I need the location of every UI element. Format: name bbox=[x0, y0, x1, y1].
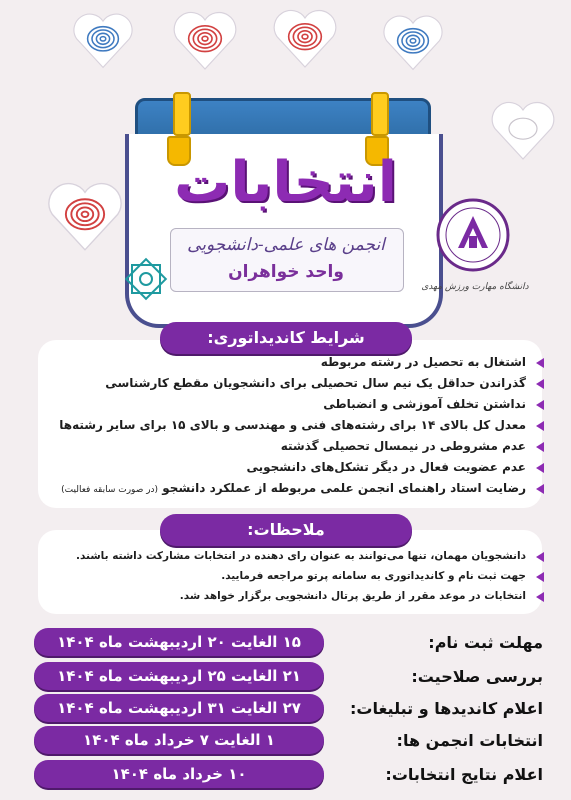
notes-list bbox=[52, 546, 544, 606]
triangle-bullet-icon bbox=[536, 572, 544, 582]
schedule-row bbox=[0, 692, 571, 726]
notes-header: ملاحظات: bbox=[160, 514, 412, 546]
poster-title: انتخابات bbox=[174, 150, 397, 215]
list-item: عدم عضویت فعال در دیگر تشکل‌های دانشجویی bbox=[52, 457, 544, 478]
schedule-row bbox=[0, 626, 571, 660]
schedule-label: انتخابات انجمن ها: bbox=[396, 731, 543, 750]
triangle-bullet-icon bbox=[536, 421, 544, 431]
unit-subtitle: واحد خواهران bbox=[228, 262, 344, 282]
fingerprint-heart-icon bbox=[170, 6, 240, 76]
schedule-label: بررسی صلاحیت: bbox=[411, 667, 543, 686]
schedule-date: ۱۵ الغایت ۲۰ اردیبهشت ماه ۱۴۰۴ bbox=[34, 628, 324, 656]
list-item: رضایت استاد راهنمای انجمن علمی مربوطه از عملکرد دانشجو (در صورت سابقه فعالیت) bbox=[52, 478, 544, 499]
list-item: عدم مشروطی در نیمسال تحصیلی گذشته bbox=[52, 436, 544, 457]
triangle-bullet-icon bbox=[536, 358, 544, 368]
schedule-date: ۲۷ الغایت ۳۱ اردیبهشت ماه ۱۴۰۴ bbox=[34, 694, 324, 722]
list-item: دانشجویان مهمان، تنها می‌توانند به عنوان رای دهنده در انتخابات مشارکت داشته باشند. bbox=[52, 546, 544, 566]
university-name: دانشگاه مهارت ورزش مهدی bbox=[421, 282, 529, 292]
list-item: گذراندن حداقل یک نیم سال تحصیلی برای دانشجویان مقطع کارشناسی bbox=[52, 373, 544, 394]
schedule-date: ۲۱ الغایت ۲۵ اردیبهشت ماه ۱۴۰۴ bbox=[34, 662, 324, 690]
triangle-bullet-icon bbox=[536, 484, 544, 494]
association-subtitle: انجمن های علمی-دانشجویی bbox=[187, 235, 385, 255]
triangle-bullet-icon bbox=[536, 463, 544, 473]
schedule-label: مهلت ثبت نام: bbox=[428, 633, 543, 652]
triangle-bullet-icon bbox=[536, 442, 544, 452]
university-logo-icon bbox=[436, 198, 510, 272]
schedule-row bbox=[0, 660, 571, 694]
conditions-list bbox=[52, 352, 544, 499]
schedule-row bbox=[0, 758, 571, 792]
triangle-bullet-icon bbox=[536, 552, 544, 562]
condition-note: (در صورت سابقه فعالیت) bbox=[61, 485, 159, 495]
triangle-bullet-icon bbox=[536, 400, 544, 410]
list-item: جهت ثبت نام و کاندیداتوری به سامانه پرتو مراجعه فرمایید. bbox=[52, 566, 544, 586]
list-item: انتخابات در موعد مقرر از طریق پرتال دانشجویی برگزار خواهد شد. bbox=[52, 586, 544, 606]
schedule-date: ۱ الغایت ۷ خرداد ماه ۱۴۰۴ bbox=[34, 726, 324, 754]
fingerprint-heart-icon bbox=[270, 4, 340, 74]
schedule-date: ۱۰ خرداد ماه ۱۴۰۴ bbox=[34, 760, 324, 788]
list-item: اشتغال به تحصیل در رشته مربوطه bbox=[52, 352, 544, 373]
schedule-label: اعلام کاندیدها و تبلیغات: bbox=[350, 699, 543, 718]
schedule-row bbox=[0, 724, 571, 758]
triangle-bullet-icon bbox=[536, 592, 544, 602]
fingerprint-heart-icon bbox=[70, 8, 136, 74]
list-item: نداشتن تخلف آموزشی و انضباطی bbox=[52, 394, 544, 415]
list-item: معدل کل بالای ۱۴ برای رشته‌های فنی و مهندسی و بالای ۱۵ برای سایر رشته‌ها bbox=[52, 415, 544, 436]
fingerprint-heart-icon bbox=[380, 10, 446, 76]
islamic-pattern-icon bbox=[122, 255, 170, 303]
triangle-bullet-icon bbox=[536, 379, 544, 389]
schedule-label: اعلام نتایج انتخابات: bbox=[385, 765, 543, 784]
conditions-header: شرایط کاندیداتوری: bbox=[160, 322, 412, 354]
